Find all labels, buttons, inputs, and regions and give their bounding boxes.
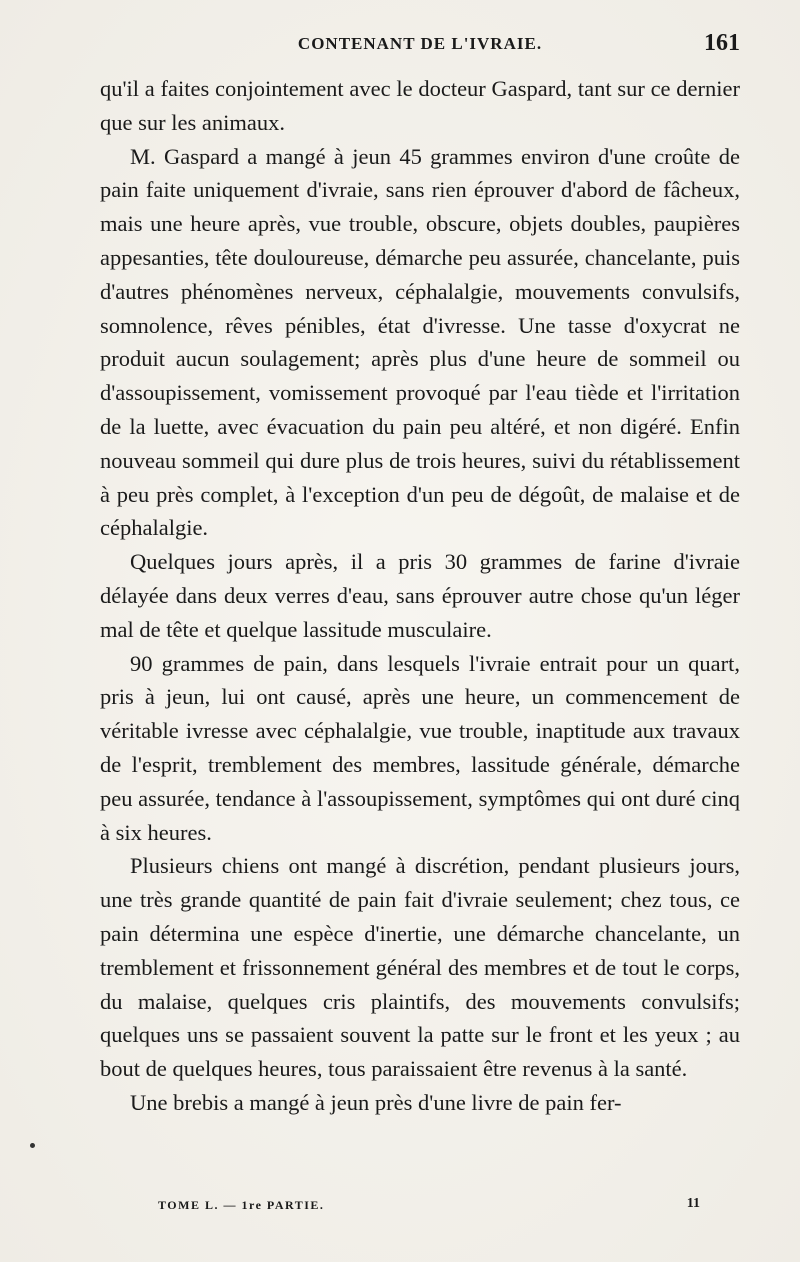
running-head bbox=[100, 30, 740, 60]
margin-ink-dot bbox=[30, 1143, 35, 1148]
paragraph-brebis: Une brebis a mangé à jeun près d'une livre de pain fer- bbox=[130, 1089, 622, 1115]
paragraph-farine: Quelques jours après, il a pris 30 grammes de farine d'ivraie délayée dans deux verres d'eau, sans éprouver autre chose qu'un léger mal de tête et quelque lassitude musculaire. bbox=[100, 549, 740, 642]
paragraph-chiens: Plusieurs chiens ont mangé à discrétion, pendant plusieurs jours, une très grande quantité de pain fait d'ivraie seulement; chez tous, ce pain détermina une espèce d'inertie, une démarche chancelante, un tremblement et frissonnement général des membres et de tout le corps, du malaise, quelques cris plaintifs, des mouvements convulsifs; quelques uns se passaient souvent la patte sur le front et les yeux ; au bout de quelques heures, tous paraissaient être revenus à la santé. bbox=[100, 853, 740, 1082]
paragraph-continuation: qu'il a faites conjointement avec le docteur Gaspard, tant sur ce dernier que sur les animaux. bbox=[100, 76, 740, 135]
paragraph-pain: 90 grammes de pain, dans lesquels l'ivraie entrait pour un quart, pris à jeun, lui ont causé, après une heure, un commencement de véritable ivresse avec céphalalgie, vue trouble, inaptitude aux travaux de l'esprit, tremblement des membres, lassitude générale, démarche peu assurée, tendance à l'assoupissement, symptômes qui ont duré cinq à six heures. bbox=[100, 650, 740, 845]
footer-signature: TOME L. — 1re PARTIE. bbox=[158, 1198, 325, 1212]
body-text bbox=[100, 72, 740, 1120]
running-title: CONTENANT DE L'IVRAIE. bbox=[297, 34, 543, 53]
page-footer bbox=[100, 1198, 700, 1220]
footer-gathering-number: 11 bbox=[686, 1196, 700, 1211]
paragraph-gaspard: M. Gaspard a mangé à jeun 45 grammes environ d'une croûte de pain faite uniquement d'ivraie, sans rien éprouver d'abord de fâcheux, mais une heure après, vue trouble, obscure, objets doubles, paupières appesanties, tête douloureuse, démarche peu assurée, chancelante, puis d'autres phénomènes nerveux, céphalalgie, mouvements convulsifs, somnolence, rêves pénibles, état d'ivresse. Une tasse d'oxycrat ne produit aucun soulagement; après plus d'une heure de sommeil ou d'assoupissement, vomissement provoqué par l'eau tiède et l'irritation de la luette, avec évacuation du pain peu altéré, et non digéré. Enfin nouveau sommeil qui dure plus de trois heures, suivi du rétablissement à peu près complet, à l'exception d'un peu de dégoût, de malaise et de céphalalgie. bbox=[100, 143, 740, 541]
page-number: 161 bbox=[704, 30, 740, 56]
